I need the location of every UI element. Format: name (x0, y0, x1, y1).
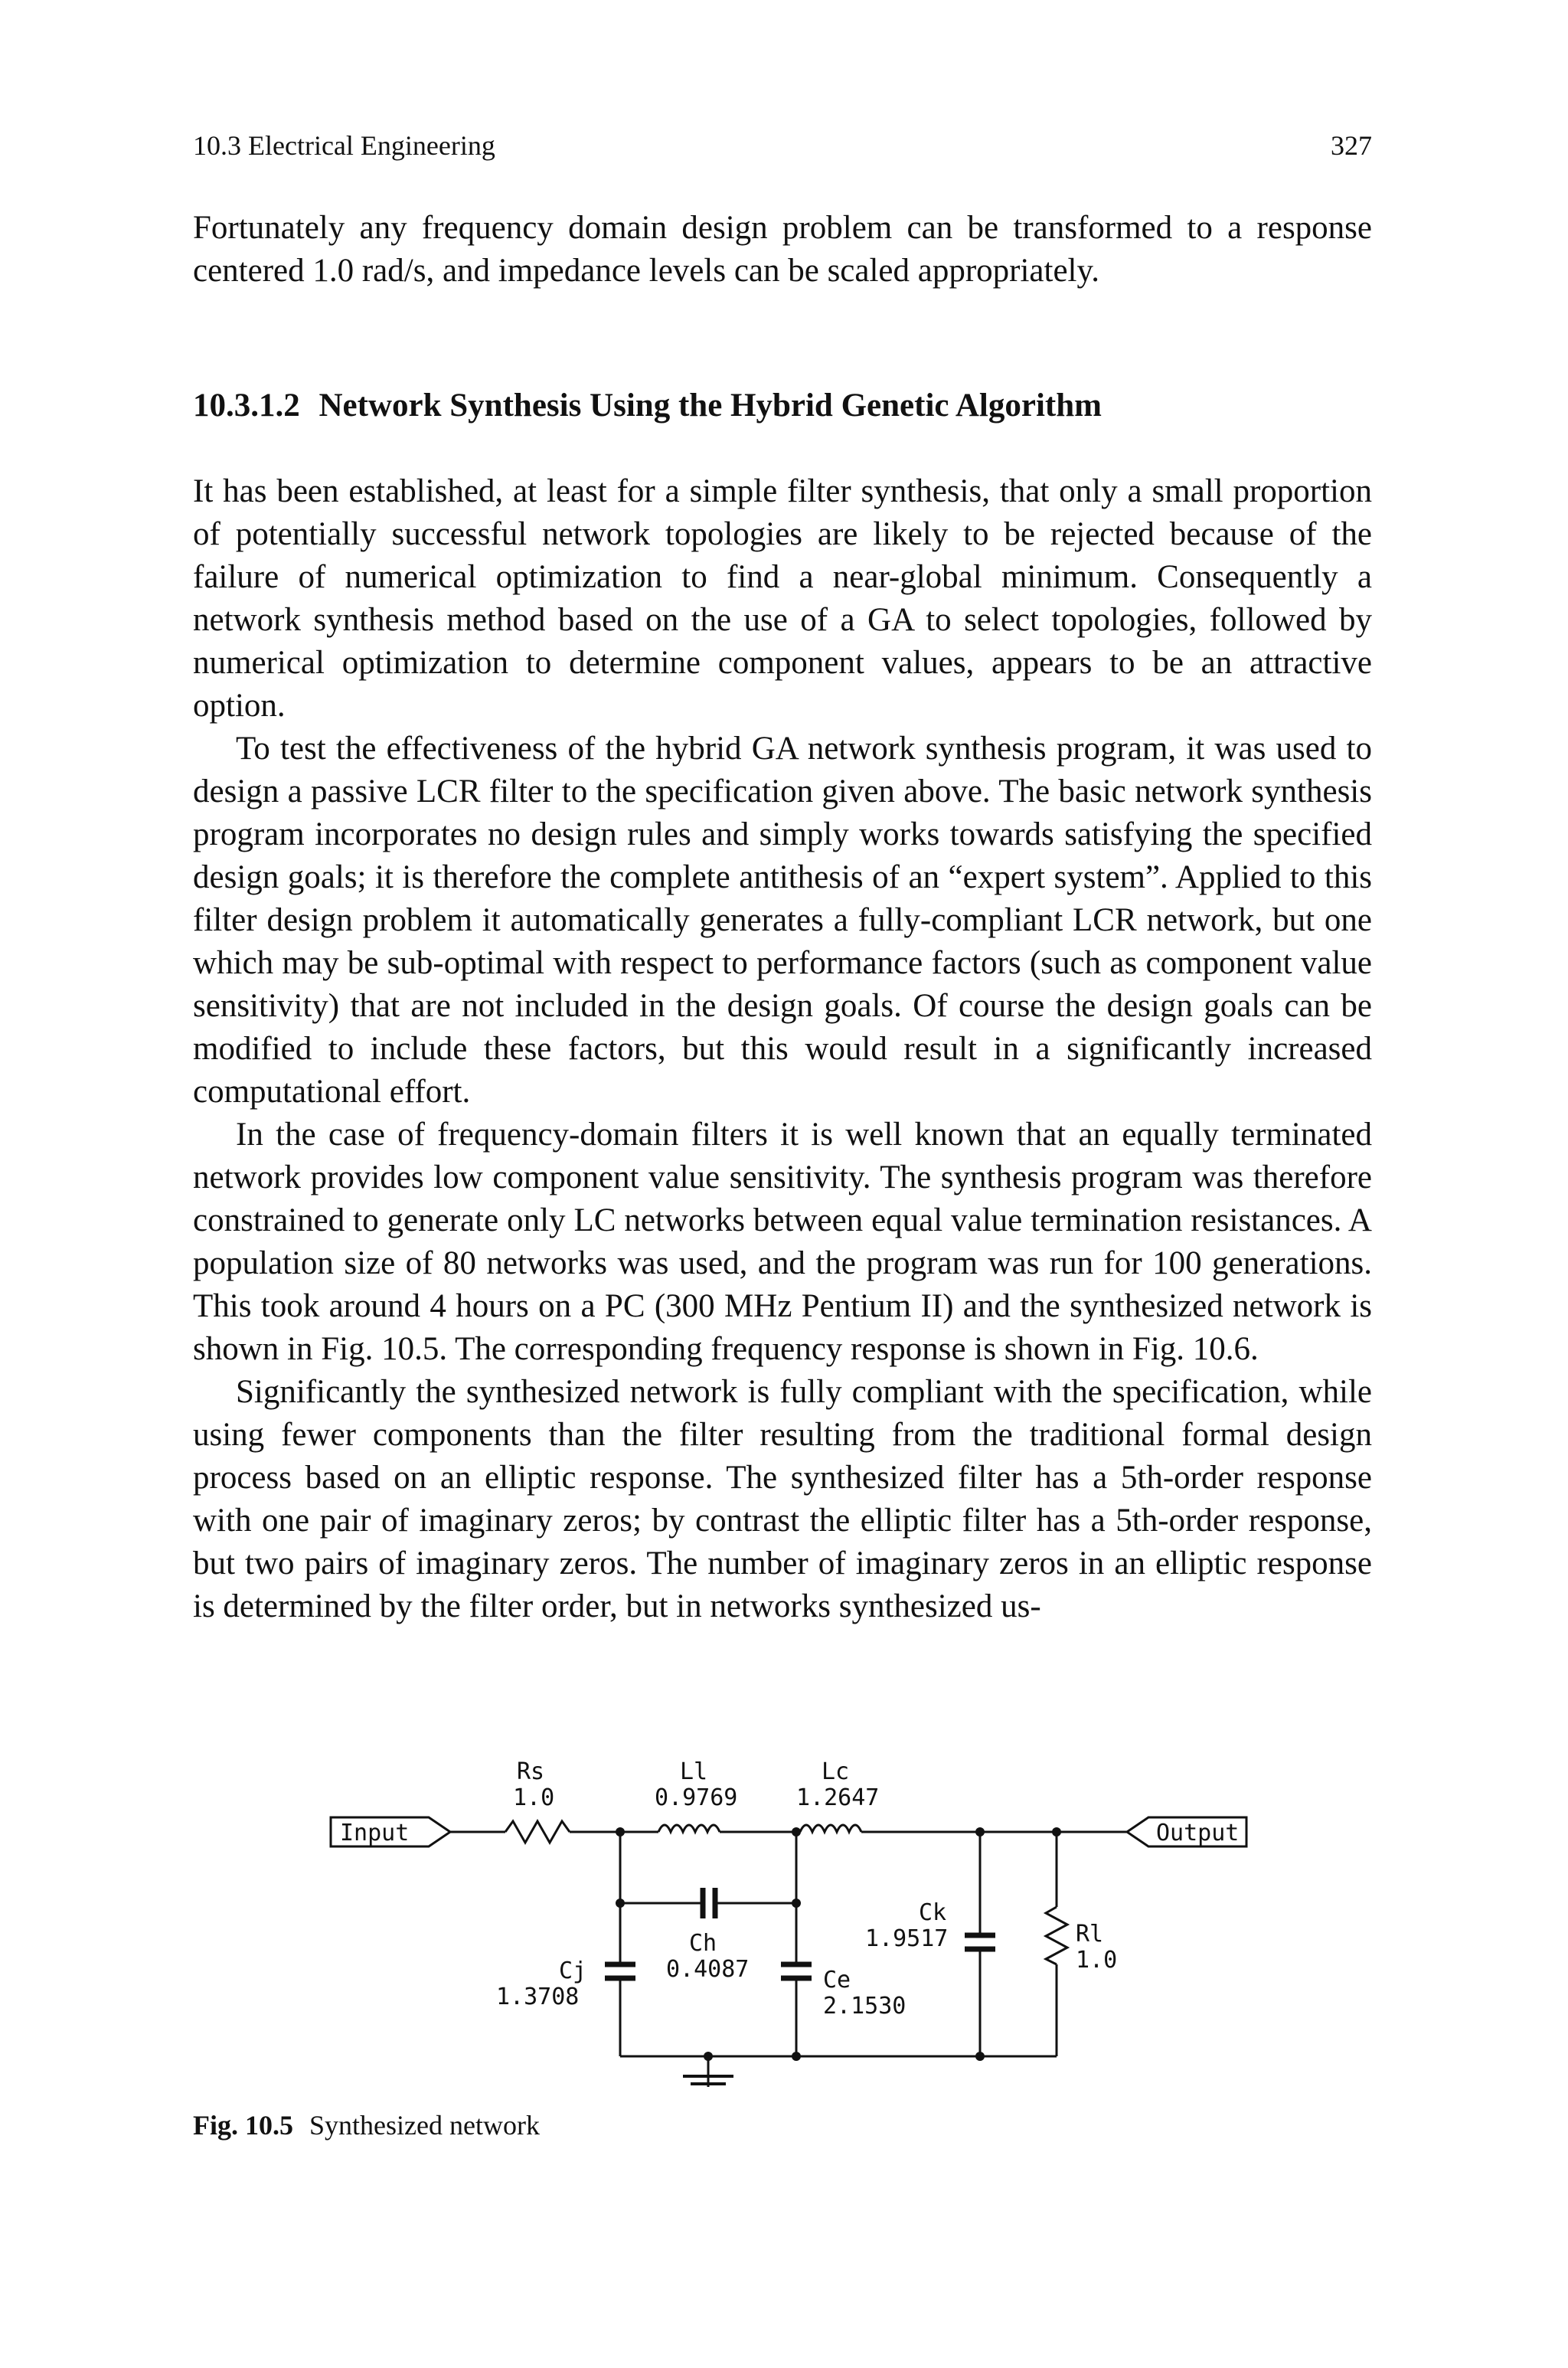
ck-value: 1.9517 (865, 1925, 949, 1952)
output-label: Output (1156, 1820, 1240, 1846)
ll-value: 0.9769 (655, 1784, 738, 1811)
page-number: 327 (1331, 130, 1372, 161)
lc-value: 1.2647 (796, 1784, 880, 1811)
ck-name: Ck (919, 1899, 947, 1926)
paragraph: In the case of frequency-domain filters it is well known that an equally terminated network provides low component value sensitivity. The synthesis program was therefore constrained to generate only LC networks between equal value termination resistances. A population size of 80 networks was used, and the program was run for 100 generations. This took around 4 hours on a PC (300 MHz Pentium II) and the synthesized network is shown in Fig. 10.5. The corresponding frequency response is shown in Fig. 10.6. (193, 1117, 1372, 1367)
rs-value: 1.0 (513, 1784, 555, 1811)
ce-value: 2.1530 (823, 1993, 906, 2020)
junction-dots (616, 1827, 1061, 2061)
ll-name: Ll (680, 1758, 708, 1785)
input-label: Input (340, 1820, 410, 1846)
resistor-rs (505, 1821, 570, 1843)
figure-caption-text: Synthesized network (309, 2110, 540, 2141)
figure-caption (193, 2108, 540, 2142)
paragraph: To test the effectiveness of the hybrid GA network synthesis program, it was used to design a passive LCR filter to the specification given above. The basic network synthesis program incorporates no design rules and simply works towards satisfying the specified design goals; it is therefore the complete antithesis of an “expert system”. Applied to this filter design problem it automatically generates a fully-compliant LCR network, but one which may be sub-optimal with respect to performance factors (such as component value sensitivity) that are not included in the design goals. Of course the design goals can be modified to include these factors, but this would result in a significantly increased computational effort. (193, 731, 1372, 1110)
section-title: Network Synthesis Using the Hybrid Genetic Algorithm (318, 388, 1102, 424)
paragraph: It has been established, at least for a simple filter synthesis, that only a small proportion of potentially successful network topologies are likely to be rejected because of the failure of numerical optimization to find a near-global minimum. Consequently a network synthesis method based on the use of a GA to select topologies, followed by numerical optimization to determine component values, appears to be an attractive option. (193, 473, 1372, 724)
circuit-diagram (329, 1719, 1248, 2087)
inductor-lc (800, 1825, 861, 1832)
figure-label: Fig. 10.5 (193, 2110, 293, 2141)
inductor-ll (658, 1825, 720, 1832)
paragraph: Significantly the synthesized network is fully compliant with the specification, while using fewer components than the filter resulting from the traditional formal design process based on an elliptic response. The synthesized filter has a 5th-order response with one pair of imaginary zeros; by contrast the elliptic filter has a 5th-order response, but two pairs of imaginary zeros. The number of imaginary zeros in an elliptic response is determined by the filter order, but in networks synthesized us- (193, 1374, 1372, 1624)
ch-value: 0.4087 (666, 1956, 750, 1983)
ch-name: Ch (689, 1930, 717, 1957)
lc-name: Lc (822, 1758, 850, 1785)
rl-name: Rl (1076, 1921, 1104, 1948)
cj-value: 1.3708 (496, 1984, 580, 2010)
body-text (193, 470, 1372, 1628)
ce-name: Ce (823, 1967, 851, 1994)
section-number: 10.3.1.2 (193, 388, 300, 424)
running-header: 10.3 Electrical Engineering (193, 130, 495, 161)
section-heading (193, 384, 1102, 427)
rl-value: 1.0 (1076, 1947, 1118, 1974)
intro-paragraph: Fortunately any frequency domain design problem can be transformed to a response centered 1.0 rad/s, and impedance levels can be scaled appropriately. (193, 210, 1372, 289)
cj-name: Cj (559, 1958, 587, 1984)
resistor-rl (1046, 1907, 1067, 1964)
rs-name: Rs (517, 1758, 545, 1785)
